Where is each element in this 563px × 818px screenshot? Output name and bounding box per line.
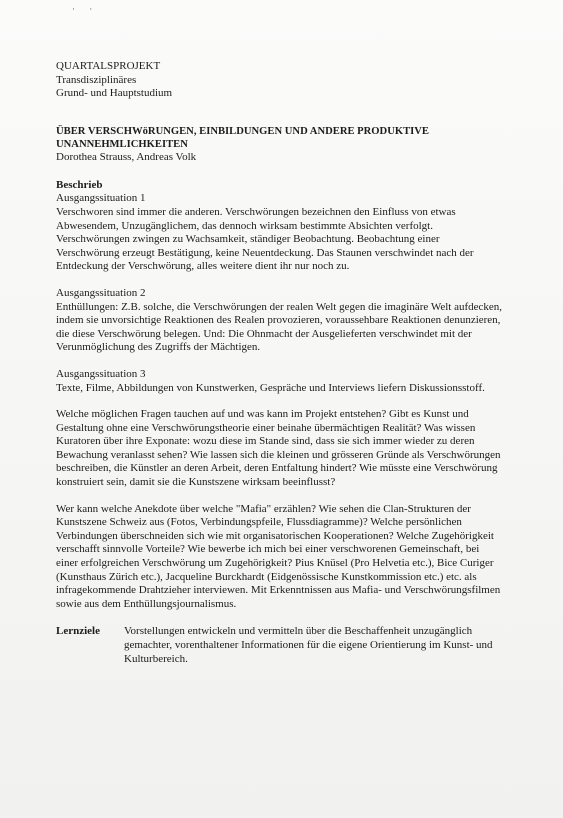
section-heading-beschrieb: Beschrieb <box>56 178 103 191</box>
authors: Dorothea Strauss, Andreas Volk <box>56 151 197 164</box>
paragraph: Vorstellungen entwickeln und vermitteln über die Beschaffenheit unzugänglich gemachter, vorenthaltener Informationen für die eigene Orientierung im Kunst- und Kulturbereich. <box>124 625 493 665</box>
paragraph: Enthüllungen: Z.B. solche, die Verschwörungen der realen Welt gegen die imaginäre Welt aufdecken, indem sie unvorsichtige Reaktionen des Realen provozieren, voraussehbare Reaktionen denunzieren, die diese Verschwörung belegen. Und: Die Ohnmacht der Ausgelieferten verschwindet mit der Verunmöglichung des Zugriffs der Mächtigen. <box>56 300 503 354</box>
paragraph: Wer kann welche Anekdote über welche "Mafia" erzählen? Wie sehen die Clan-Strukturen der Kunstszene Schweiz aus (Fotos, Verbindungspfeile, Flussdiagramme)? Welche persönlichen Verbindungen überschneiden sich wie mit organisatorischen Kooperationen? Welche Zugehörigkeit verschafft sinnvolle Vorteile? Wie bewerbe ich mich bei einer verschworenen Gemeinschaft, bei einer erfolgreichen Verschwörung um Zugehörigkeit? Pius Knüsel (Pro Helvetia etc.), Bice Curiger (Kunsthaus Zürich etc.), Jacqueline Burckhardt (Eidgenössische Kunstkommission etc.) etc. als infragekommende Drahtzieher interviewen. Mit Erkenntnissen aus Mafia- und Verschwörungsfilmen sowie aus dem Enthüllungsjournalismus. <box>56 502 501 610</box>
subheading: Ausgangssituation 1 <box>56 192 146 205</box>
scan-artifact: · · <box>72 4 99 14</box>
header-line: Transdisziplinäres <box>56 73 137 86</box>
document-header <box>56 60 504 101</box>
paragraph: Verschworen sind immer die anderen. Verschwörungen bezeichnen den Einfluss von etwas Abwesendem, Unzugänglichem, das dennoch wirksam bestimmte Absichten verfolgt. Verschwörungen zwingen zu Wachsamkeit, ständiger Beobachtung. Beobachtung einer Verschwörung erzeugt Bestätigung, keine Neuentdeckung. Das Staunen verschwindet nach der Entdeckung der Verschwörung, alles weitere dient ihr nur noch zu. <box>56 205 474 273</box>
subheading: Ausgangssituation 3 <box>56 367 146 380</box>
section-heading-lernziele: Lernziele <box>56 625 100 638</box>
document-content <box>56 60 504 666</box>
lernziele-section <box>56 625 504 666</box>
subheading: Ausgangssituation 2 <box>56 286 146 299</box>
document-title <box>56 125 504 151</box>
header-line: Grund- und Hauptstudium <box>56 87 173 100</box>
header-line: QUARTALSPROJEKT <box>56 60 161 72</box>
paragraph: Texte, Filme, Abbildungen von Kunstwerken, Gespräche und Interviews liefern Diskussionsstoff. <box>56 381 485 394</box>
title-line: UNANNEHMLICHKEITEN <box>56 138 188 150</box>
paragraph: Welche möglichen Fragen tauchen auf und was kann im Projekt entstehen? Gibt es Kunst und Gestaltung ohne eine Verschwörungstheorie einer beinahe übermächtigen Realität? Was wissen Kuratoren über ihre Exponate: wozu diese im Stande sind, dass sie sich immer wieder zu deren Bewachung veranlasst sehen? Wie lassen sich die kleinen und grösseren Gründe als Verschwörungen beschreiben, die Künstler an deren Arbeit, deren Entfaltung hindert? Wie müsste eine Verschwörung konstruiert sein, damit sie die Kunstszene wirksam beeinflusst? <box>56 408 501 489</box>
title-line: ÜBER VERSCHWöRUNGEN, EINBILDUNGEN UND ANDERE PRODUKTIVE <box>56 125 429 137</box>
